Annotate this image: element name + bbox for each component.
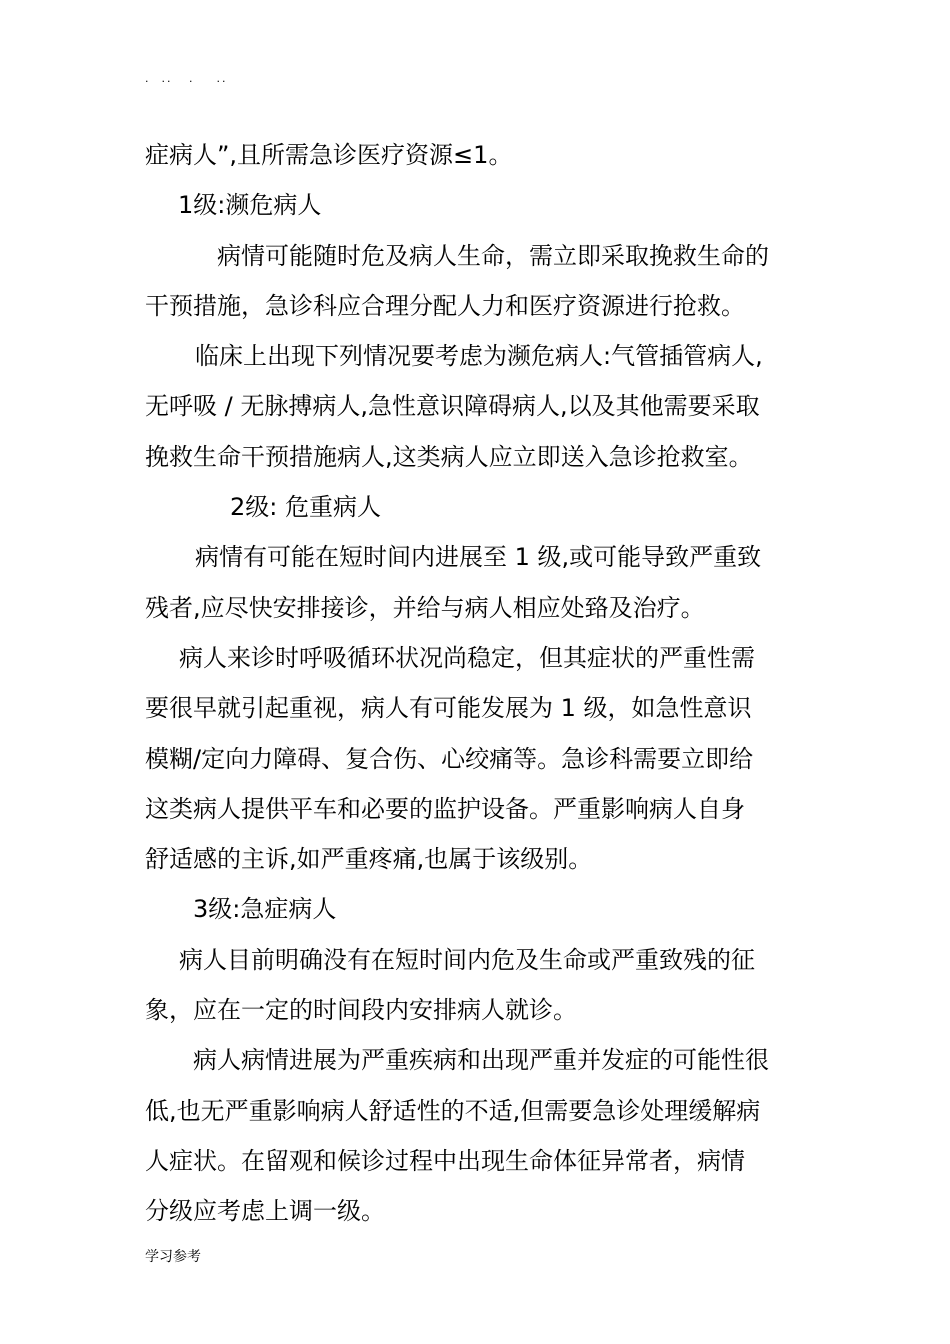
heading-level-3: 3级:急症病人: [193, 895, 337, 924]
text-line: 舒适感的主诉,如严重疼痛,也属于该级别。: [145, 845, 593, 874]
text-line: 模糊/定向力障碍、复合伤、心绞痛等。急诊科需要立即给: [145, 744, 754, 773]
text-line: 病人病情进展为严重疾病和出现严重并发症的可能性很: [193, 1046, 769, 1075]
text-line: 人症状。在留观和候诊过程中出现生命体征异常者，病情: [145, 1146, 745, 1175]
text-line: 症病人”,且所需急诊医疗资源≤1。: [145, 141, 513, 169]
heading-level-2: 2级: 危重病人: [230, 493, 381, 522]
text-line: 病情有可能在短时间内进展至 1 级,或可能导致严重致: [195, 543, 762, 572]
text-line: 挽救生命干预措施病人,这类病人应立即送入急诊抢救室。: [145, 442, 753, 471]
text-line: 残者,应尽快安排接诊，并给与病人相应处臵及治疗。: [145, 593, 705, 622]
text-line: 病人来诊时呼吸循环状况尚稳定，但其症状的严重性需: [179, 643, 755, 672]
document-body: [145, 130, 815, 1237]
text-line: 临床上出现下列情况要考虑为濒危病人:气管插管病人,: [195, 342, 763, 371]
text-line: 要很早就引起重视，病人有可能发展为 1 级，如急性意识: [145, 694, 752, 723]
header-dots: . .. . ..: [145, 72, 228, 85]
text-line: 低,也无严重影响病人舒适性的不适,但需要急诊处理缓解病: [145, 1096, 761, 1125]
heading-level-1: 1级:濒危病人: [178, 191, 322, 220]
text-line: 象，应在一定的时间段内安排病人就诊。: [145, 996, 577, 1025]
text-line: 分级应考虑上调一级。: [145, 1197, 385, 1226]
footer-label: 学习参考: [145, 1249, 201, 1265]
text-line: 无呼吸 / 无脉搏病人,急性意识障碍病人,以及其他需要采取: [145, 392, 760, 421]
text-line: 病人目前明确没有在短时间内危及生命或严重致残的征: [179, 945, 755, 974]
text-line: 这类病人提供平车和必要的监护设备。严重影响病人自身: [145, 794, 745, 823]
text-line: 病情可能随时危及病人生命，需立即采取挽救生命的: [217, 241, 769, 270]
text-line: 干预措施，急诊科应合理分配人力和医疗资源进行抢救。: [145, 291, 745, 320]
